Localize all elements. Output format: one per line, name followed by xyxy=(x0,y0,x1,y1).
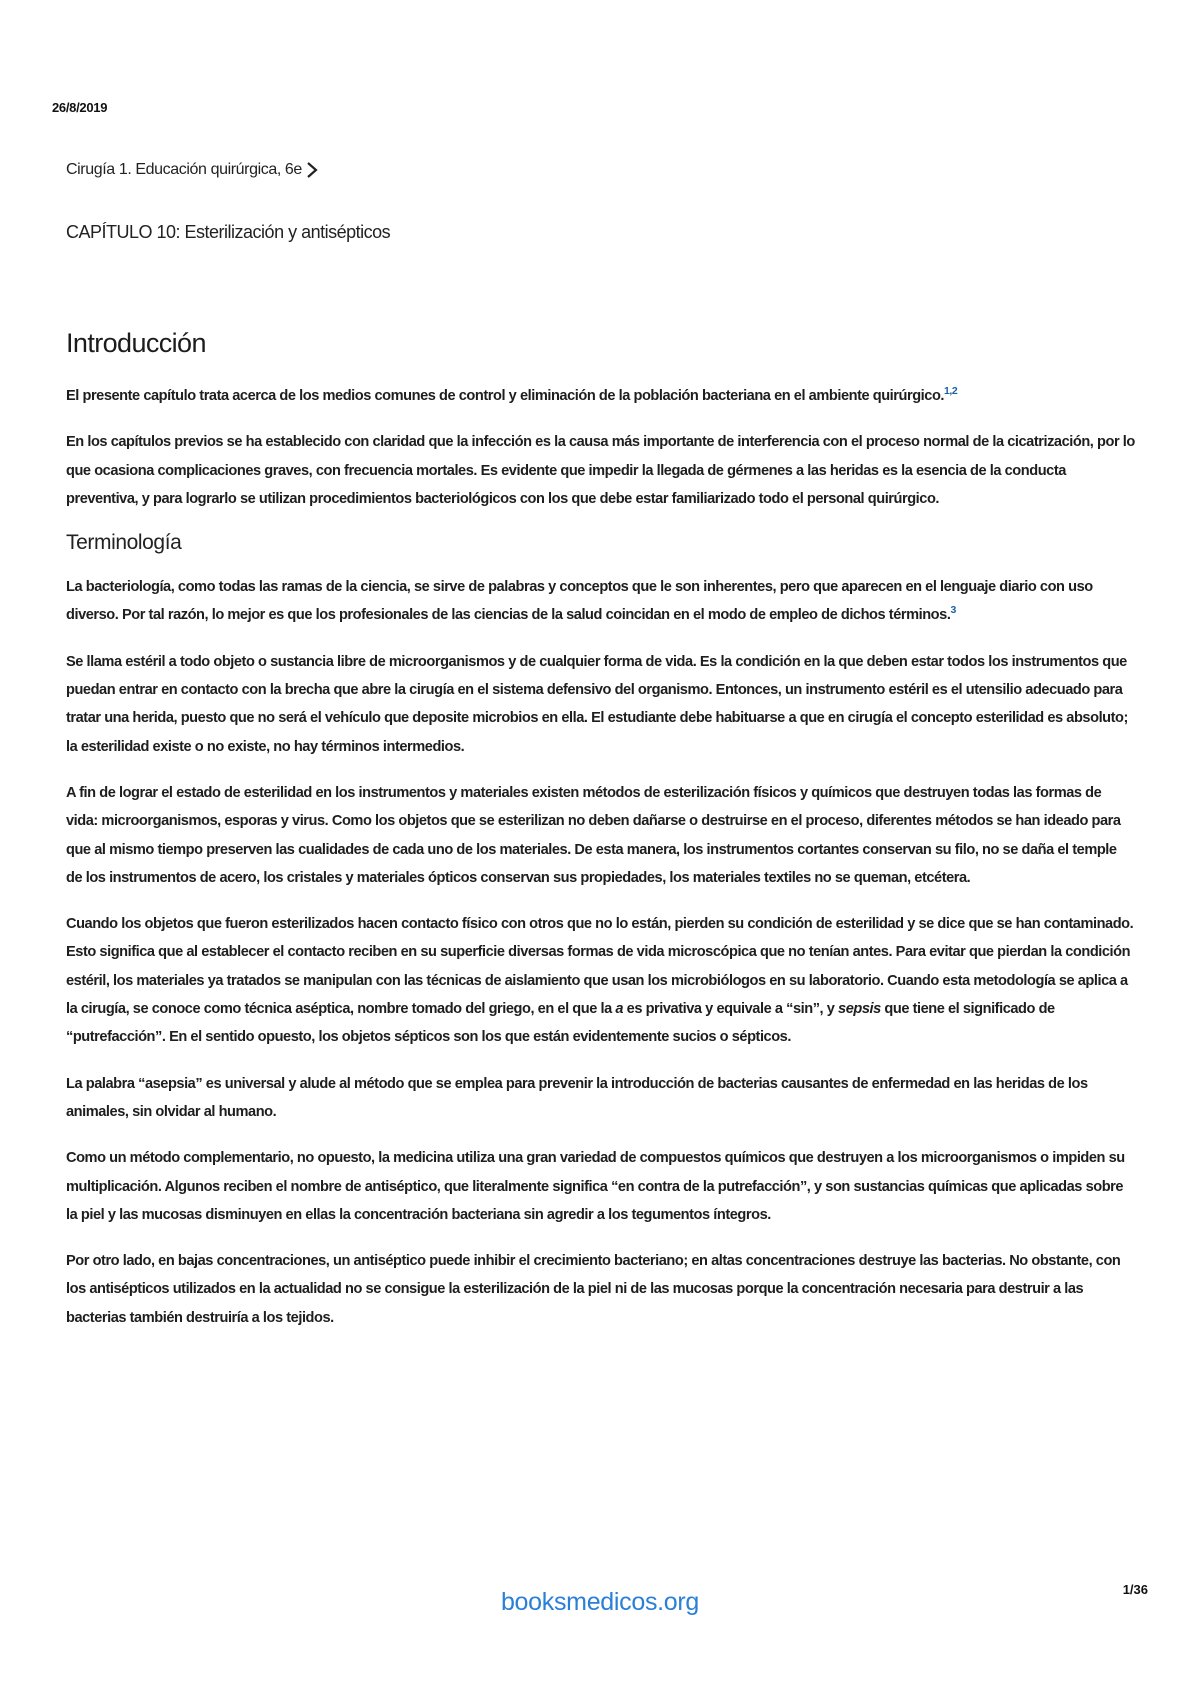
breadcrumb-book-title[interactable]: Cirugía 1. Educación quirúrgica, 6e xyxy=(66,161,302,178)
body-paragraph xyxy=(66,910,1136,1051)
body-paragraph: La palabra “asepsia” es universal y alude al método que se emplea para prevenir la introducción de bacterias causantes de enfermedad en las heridas de los animales, sin olvidar al humano. xyxy=(66,1075,1088,1120)
intro-paragraph-text: El presente capítulo trata acerca de los medios comunes de control y eliminación de la población bacteriana en el ambiente quirúrgico. xyxy=(66,388,945,404)
body-paragraph: A fin de lograr el estado de esterilidad en los instrumentos y materiales existen métodos de esterilización físicos y químicos que destruyen todas las formas de vida: microorganismos, esporas y virus. Como los objetos que se esterilizan no deben dañarse o destruirse en el proceso, diferentes métodos se han ideado para que al mismo tiempo preserven las cualidades de cada uno de los materiales. De esta manera, los instrumentos cortantes conservan su filo, no se daña el temple de los instrumentos de acero, los cristales y materiales ópticos conservan sus propiedades, los materiales textiles no se queman, etcétera. xyxy=(66,784,1121,886)
chevron-right-icon[interactable] xyxy=(304,161,320,179)
body-paragraph-text: La bacteriología, como todas las ramas de la ciencia, se sirve de palabras y conceptos que le son inherentes, pero que aparecen en el lenguaje diario con uso diverso. Por tal razón, lo mejor es que los profesionales de las ciencias de la salud coincidan en el modo de empleo de dichos términos. xyxy=(66,579,1093,624)
reference-link[interactable]: 1,2 xyxy=(944,385,958,398)
body-paragraph: En los capítulos previos se ha establecido con claridad que la infección es la causa más importante de interferencia con el proceso normal de la cicatrización, por lo que ocasiona complicaciones graves, con frecuencia mortales. Es evidente que impedir la llegada de gérmenes a las heridas es la esencia de la conducta preventiva, y para lograrlo se utilizan procedimientos bacteriológicos con los que debe estar familiarizado todo el personal quirúrgico. xyxy=(66,434,1135,507)
body-paragraph-text: que tiene el significado de “putrefacción”. En el sentido opuesto, los objetos sépticos son los que están evidentemente sucios o sépticos. xyxy=(66,1001,1055,1046)
body-paragraph xyxy=(66,573,1136,630)
page-number: 1/36 xyxy=(1122,1582,1148,1597)
emphasis-term: a xyxy=(615,1001,624,1018)
body-paragraph: Como un método complementario, no opuesto, la medicina utiliza una gran variedad de compuestos químicos que destruyen a los microorganismos o impiden su multiplicación. Algunos reciben el nombre de antiséptico, que literalmente significa “en contra de la putrefacción”, y son sustancias químicas que aplicadas sobre la piel y las mucosas disminuyen en ellas la concentración bacteriana sin agredir a los tegumentos íntegros. xyxy=(66,1150,1125,1223)
body-paragraph: Se llama estéril a todo objeto o sustancia libre de microorganismos y de cualquier forma de vida. Es la condición en la que deben estar todos los instrumentos que puedan entrar en contacto con la brecha que abre la cirugía en el sistema defensivo del organismo. Entonces, un instrumento estéril es el utensilio adecuado para tratar una herida, puesto que no será el vehículo que deposite microbios en ella. El estudiante debe habituarse a que en cirugía el concepto esterilidad es absoluto; la esterilidad existe o no existe, no hay términos intermedios. xyxy=(66,653,1128,755)
breadcrumb[interactable] xyxy=(66,158,1136,182)
body-paragraph-text: es privativa y equivale a “sin”, y xyxy=(623,1001,839,1018)
emphasis-term: sepsis xyxy=(838,1001,881,1018)
chapter-title: CAPÍTULO 10: Esterilización y antisépticos xyxy=(66,222,391,242)
intro-paragraph xyxy=(66,382,1136,410)
subsection-heading: Terminología xyxy=(66,531,182,555)
section-heading: Introducción xyxy=(66,328,206,358)
body-paragraph: Por otro lado, en bajas concentraciones, un antiséptico puede inhibir el crecimiento bacteriano; en altas concentraciones destruye las bacterias. No obstante, con los antisépticos utilizados en la actualidad no se consigue la esterilización de la piel ni de las mucosas porque la concentración necesaria para destruir a las bacterias también destruiría a los tejidos. xyxy=(66,1253,1121,1326)
document-body xyxy=(66,158,1136,1350)
body-paragraph-text: Cuando los objetos que fueron esterilizados hacen contacto físico con otros que no lo están, pierden su condición de esterilidad y se dice que se han contaminado. Esto significa que al establecer el contacto reciben en su superficie diversas formas de vida microscópica que no tenían antes. Para evitar que pierdan la condición estéril, los materiales ya tratados se manipulan con las técnicas de aislamiento que usan los microbiólogos en su laboratorio. Cuando esta metodología se aplica a la cirugía, se conoce como técnica aséptica, nombre tomado del griego, en el que la xyxy=(66,916,1134,1018)
site-watermark-link[interactable]: booksmedicos.org xyxy=(500,1588,700,1616)
reference-link[interactable]: 3 xyxy=(950,604,956,617)
print-date: 26/8/2019 xyxy=(52,100,108,115)
